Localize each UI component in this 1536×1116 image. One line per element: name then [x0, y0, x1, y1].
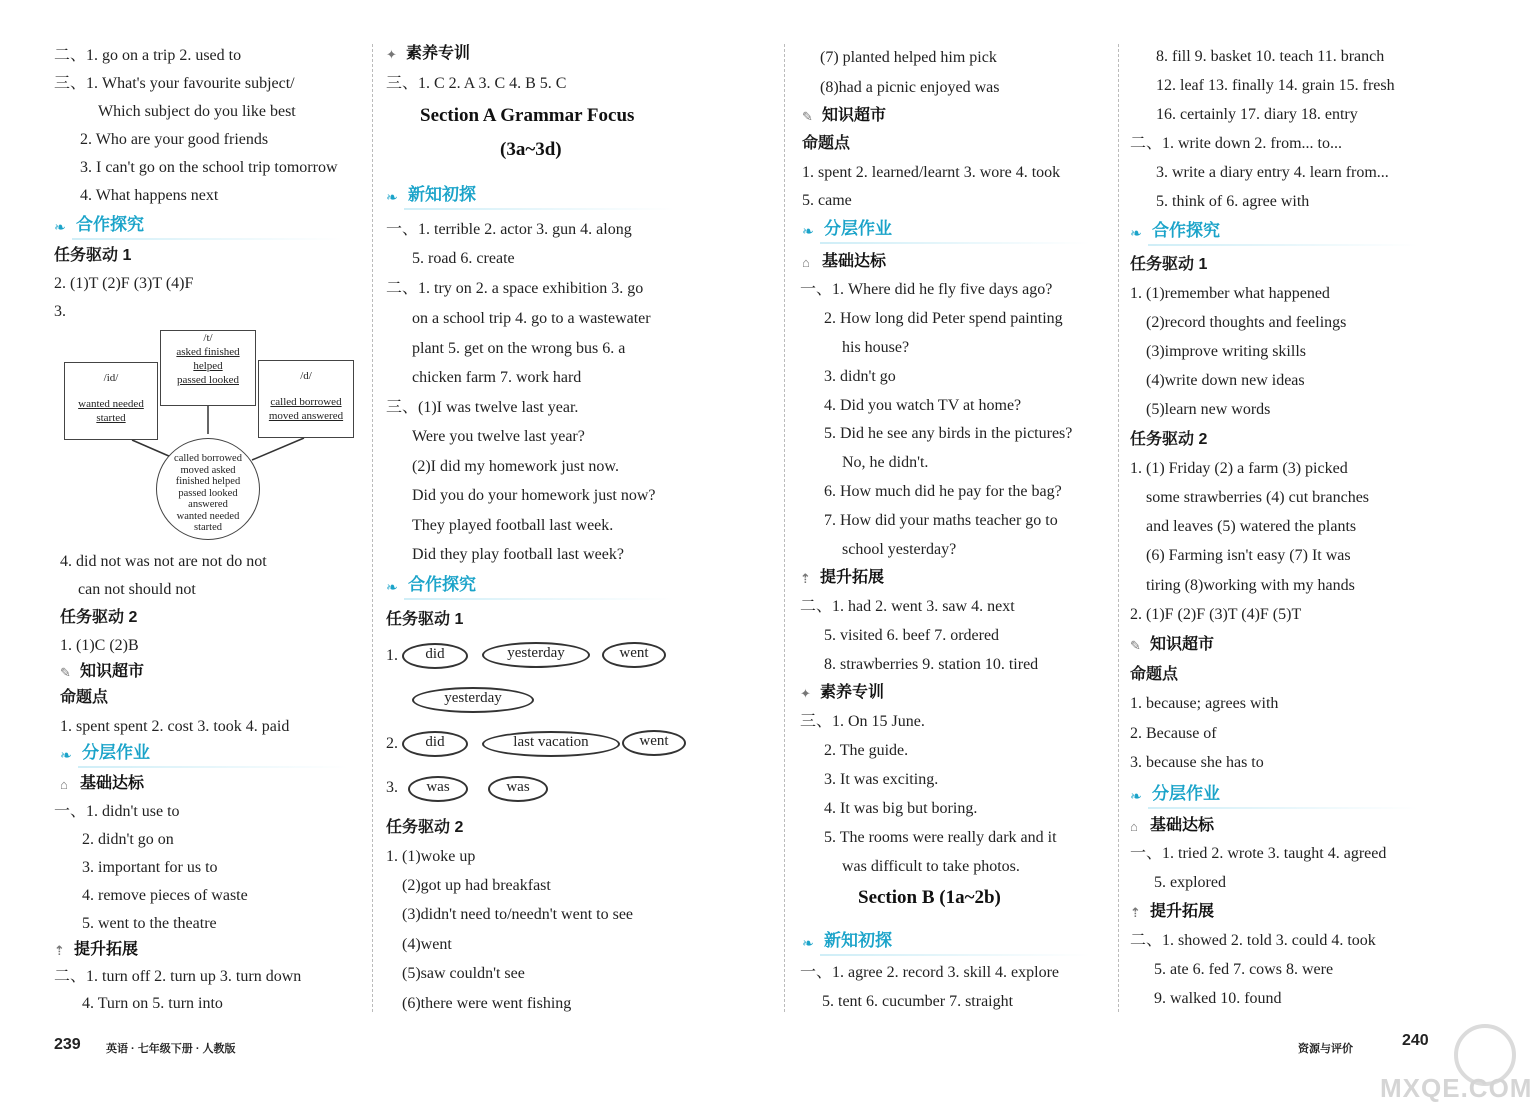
- answer-line: school yesterday?: [842, 541, 957, 558]
- answer-line: tiring (8)working with my hands: [1146, 577, 1355, 594]
- answer-line: 1. spent 2. learned/learnt 3. wore 4. took: [802, 164, 1061, 181]
- answer-line: 二、1. showed 2. told 3. could 4. took: [1130, 932, 1376, 949]
- answer-line: No, he didn't.: [842, 454, 929, 471]
- page-number-right: 240: [1402, 1032, 1429, 1049]
- book-icon: ✎: [802, 109, 813, 124]
- watermark-logo: MXQE.COM: [1370, 1020, 1520, 1110]
- book-icon: ✎: [60, 665, 71, 680]
- answer-line: (5)saw couldn't see: [402, 965, 525, 982]
- answer-line: 1. (1) Friday (2) a farm (3) picked: [1130, 460, 1348, 477]
- arrow-up-icon: ⇡: [54, 943, 65, 958]
- answer-line: 3. I can't go on the school trip tomorrow: [80, 159, 338, 176]
- task-heading: 任务驱动 1: [386, 611, 464, 628]
- section-heading: ❧ 合作探究: [386, 574, 476, 596]
- answer-line: 二、1. had 2. went 3. saw 4. next: [800, 598, 1015, 615]
- leaf-icon: ❧: [1130, 225, 1142, 241]
- answer-line: (3)improve writing skills: [1146, 343, 1306, 360]
- answer-line: 1. (1)C (2)B: [60, 637, 139, 654]
- answer-line: was difficult to take photos.: [842, 858, 1020, 875]
- column-divider: [1118, 44, 1119, 1012]
- answer-line: plant 5. get on the wrong bus 6. a: [412, 340, 626, 357]
- series-title: 资源与评价: [1298, 1043, 1353, 1055]
- answer-line: Did they play football last week?: [412, 546, 624, 563]
- answer-line: (2)I did my homework just now.: [412, 458, 619, 475]
- book-title: 英语 · 七年级下册 · 人教版: [106, 1043, 236, 1055]
- subsection-heading: ✎ 知识超市: [60, 662, 144, 682]
- house-icon: ⌂: [60, 777, 68, 792]
- answer-line: 1. (1)remember what happened: [1130, 285, 1330, 302]
- section-subtitle: (3a~3d): [500, 139, 562, 160]
- circled-word: did: [402, 643, 468, 669]
- answer-line: 5. ate 6. fed 7. cows 8. were: [1154, 961, 1334, 978]
- subsection-heading: ✦ 素养专训: [800, 683, 884, 703]
- answer-line: 2. The guide.: [824, 742, 909, 759]
- answer-line: (7) planted helped him pick: [820, 49, 997, 66]
- circled-word: last vacation: [482, 731, 620, 757]
- subsection-heading: ⇡ 提升拓展: [54, 940, 138, 960]
- answer-line: some strawberries (4) cut branches: [1146, 489, 1370, 506]
- summary-circle: called borrowed moved asked finished helped passed looked answered wanted needed started: [156, 438, 260, 540]
- subsection-heading: ⇡ 提升拓展: [800, 568, 884, 588]
- answer-line: 2. (1)F (2)F (3)T (4)F (5)T: [1130, 606, 1302, 623]
- subsection-heading: ⇡ 提升拓展: [1130, 902, 1214, 922]
- answer-line: (4)write down new ideas: [1146, 372, 1305, 389]
- task-heading: 命题点: [802, 135, 851, 152]
- subsection-heading: ⌂ 基础达标: [60, 774, 144, 794]
- answer-line: 4. did not was not are not do not: [60, 553, 267, 570]
- answer-line: 2. Because of: [1130, 725, 1217, 742]
- answer-line: 三、1. C 2. A 3. C 4. B 5. C: [386, 75, 567, 92]
- id-sound-box: /id/ wanted needed started: [64, 362, 158, 440]
- subsection-heading: ✎ 知识超市: [1130, 635, 1214, 655]
- answer-line: 5. Did he see any birds in the pictures?: [824, 425, 1073, 442]
- circled-word: was: [488, 776, 548, 802]
- answer-line: 16. certainly 17. diary 18. entry: [1156, 106, 1358, 123]
- answer-line: 3. write a diary entry 4. learn from...: [1156, 164, 1389, 181]
- answer-line: (5)learn new words: [1146, 401, 1271, 418]
- task-heading: 任务驱动 2: [60, 609, 138, 626]
- answer-line: 一、1. tried 2. wrote 3. taught 4. agreed: [1130, 845, 1387, 862]
- answer-line: 5. tent 6. cucumber 7. straight: [822, 993, 1014, 1010]
- leaf-icon: ❧: [60, 747, 72, 763]
- answer-line: 4. It was big but boring.: [824, 800, 978, 817]
- answer-line: 7. How did your maths teacher go to: [824, 512, 1058, 529]
- answer-line: 4. remove pieces of waste: [82, 887, 248, 904]
- answer-line: 1. (1)woke up: [386, 848, 476, 865]
- answer-line: 3. because she has to: [1130, 754, 1264, 771]
- answer-line: (6) Farming isn't easy (7) It was: [1146, 547, 1351, 564]
- item-number: 3.: [386, 779, 398, 796]
- house-icon: ⌂: [802, 255, 810, 270]
- answer-line: (2)record thoughts and feelings: [1146, 314, 1347, 331]
- item-number: 1.: [386, 647, 398, 664]
- pronunciation-diagram: [62, 330, 358, 540]
- answer-line: 一、1. agree 2. record 3. skill 4. explore: [800, 964, 1060, 981]
- answer-line: (3)didn't need to/needn't went to see: [402, 906, 634, 923]
- leaf-icon: ❧: [802, 223, 814, 239]
- section-heading: ❧ 新知初探: [386, 184, 476, 206]
- answer-line: 5. think of 6. agree with: [1156, 193, 1310, 210]
- circled-word: went: [602, 642, 666, 668]
- item-number: 2.: [386, 735, 398, 752]
- arrow-up-icon: ⇡: [1130, 905, 1141, 920]
- answer-line: 4. What happens next: [80, 187, 219, 204]
- answer-line: Did you do your homework just now?: [412, 487, 656, 504]
- circled-word: was: [408, 776, 468, 802]
- answer-line: 5. explored: [1154, 874, 1226, 891]
- subsection-heading: ⌂ 基础达标: [1130, 816, 1214, 836]
- leaf-icon: ❧: [54, 219, 66, 235]
- task-heading: 命题点: [60, 689, 109, 706]
- answer-line: 1. spent spent 2. cost 3. took 4. paid: [60, 718, 290, 735]
- answer-line: 一、1. terrible 2. actor 3. gun 4. along: [386, 221, 632, 238]
- answer-line: 一、1. Where did he fly five days ago?: [800, 281, 1053, 298]
- column-divider: [784, 44, 785, 1012]
- section-heading: ❧ 分层作业: [1130, 783, 1220, 805]
- answer-line: 3. didn't go: [824, 368, 896, 385]
- answer-line: 6. How much did he pay for the bag?: [824, 483, 1062, 500]
- answer-line: (6)there were went fishing: [402, 995, 572, 1012]
- answer-line: 二、1. turn off 2. turn up 3. turn down: [54, 968, 302, 985]
- leaf-icon: ❧: [802, 935, 814, 951]
- answer-line: 2. Who are your good friends: [80, 131, 269, 148]
- task-heading: 任务驱动 1: [1130, 256, 1208, 273]
- book-icon: ✎: [1130, 638, 1141, 653]
- arrow-up-icon: ⇡: [800, 571, 811, 586]
- answer-line: 4. Did you watch TV at home?: [824, 397, 1022, 414]
- answer-line: 5. went to the theatre: [82, 915, 217, 932]
- answer-line: 二、1. try on 2. a space exhibition 3. go: [386, 280, 644, 297]
- answer-line: Which subject do you like best: [98, 103, 296, 120]
- answer-line: (4)went: [402, 936, 452, 953]
- answer-line: 5. road 6. create: [412, 250, 515, 267]
- section-heading: ❧ 分层作业: [802, 218, 892, 240]
- answer-line: his house?: [842, 339, 910, 356]
- subsection-heading: ✎ 知识超市: [802, 106, 886, 126]
- circled-word: yesterday: [412, 687, 534, 713]
- section-title: Section B (1a~2b): [858, 887, 1001, 908]
- answer-line: 2. How long did Peter spend painting: [824, 310, 1063, 327]
- answer-line: chicken farm 7. work hard: [412, 369, 582, 386]
- answer-line: 3. important for us to: [82, 859, 218, 876]
- leaf-icon: ❧: [1130, 788, 1142, 804]
- answer-line: (2)got up had breakfast: [402, 877, 551, 894]
- section-heading: ❧ 新知初探: [802, 930, 892, 952]
- leaf-icon: ❧: [386, 189, 398, 205]
- section-heading: ❧ 分层作业: [60, 742, 150, 764]
- answer-line: 2. (1)T (2)F (3)T (4)F: [54, 275, 194, 292]
- answer-line: 1. because; agrees with: [1130, 695, 1279, 712]
- answer-line: Were you twelve last year?: [412, 428, 585, 445]
- answer-line: 二、1. go on a trip 2. used to: [54, 47, 242, 64]
- subsection-heading: ✦ 素养专训: [386, 44, 470, 64]
- task-heading: 任务驱动 2: [386, 819, 464, 836]
- answer-line: 9. walked 10. found: [1154, 990, 1282, 1007]
- leaf-icon: ❧: [386, 579, 398, 595]
- answer-line: 一、1. didn't use to: [54, 803, 180, 820]
- circled-word: yesterday: [482, 642, 590, 668]
- answer-line: 12. leaf 13. finally 14. grain 15. fresh: [1156, 77, 1395, 94]
- section-heading: ❧ 合作探究: [54, 214, 144, 236]
- d-sound-box: /d/ called borrowed moved answered: [258, 360, 354, 438]
- answer-line: 二、1. write down 2. from... to...: [1130, 135, 1342, 152]
- answer-line: They played football last week.: [412, 517, 614, 534]
- answer-line: 三、1. On 15 June.: [800, 713, 925, 730]
- answer-line: 8. strawberries 9. station 10. tired: [824, 656, 1039, 673]
- subsection-heading: ⌂ 基础达标: [802, 252, 886, 272]
- section-title: Section A Grammar Focus: [420, 105, 635, 126]
- circled-word: went: [622, 730, 686, 756]
- answer-line: can not should not: [78, 581, 196, 598]
- page-number-left: 239: [54, 1036, 81, 1053]
- answer-line: on a school trip 4. go to a wastewater: [412, 310, 651, 327]
- answer-line: 三、1. What's your favourite subject/: [54, 75, 295, 92]
- answer-line: 4. Turn on 5. turn into: [82, 995, 223, 1012]
- house-icon: ⌂: [1130, 819, 1138, 834]
- star-icon: ✦: [800, 686, 811, 701]
- column-divider: [372, 44, 373, 1012]
- answer-line: 8. fill 9. basket 10. teach 11. branch: [1156, 48, 1385, 65]
- star-icon: ✦: [386, 47, 397, 62]
- answer-line: 3.: [54, 303, 66, 320]
- circled-word: did: [402, 731, 468, 757]
- answer-line: 3. It was exciting.: [824, 771, 939, 788]
- answer-line: (8)had a picnic enjoyed was: [820, 79, 1000, 96]
- t-sound-box: /t/ asked finished helped passed looked: [160, 330, 256, 406]
- task-heading: 任务驱动 2: [1130, 431, 1208, 448]
- answer-line: 三、(1)I was twelve last year.: [386, 399, 579, 416]
- answer-line: 5. The rooms were really dark and it: [824, 829, 1057, 846]
- task-heading: 任务驱动 1: [54, 247, 132, 264]
- answer-line: and leaves (5) watered the plants: [1146, 518, 1357, 535]
- task-heading: 命题点: [1130, 666, 1179, 683]
- answer-line: 2. didn't go on: [82, 831, 174, 848]
- answer-line: 5. visited 6. beef 7. ordered: [824, 627, 1000, 644]
- answer-line: 5. came: [802, 192, 852, 209]
- section-heading: ❧ 合作探究: [1130, 220, 1220, 242]
